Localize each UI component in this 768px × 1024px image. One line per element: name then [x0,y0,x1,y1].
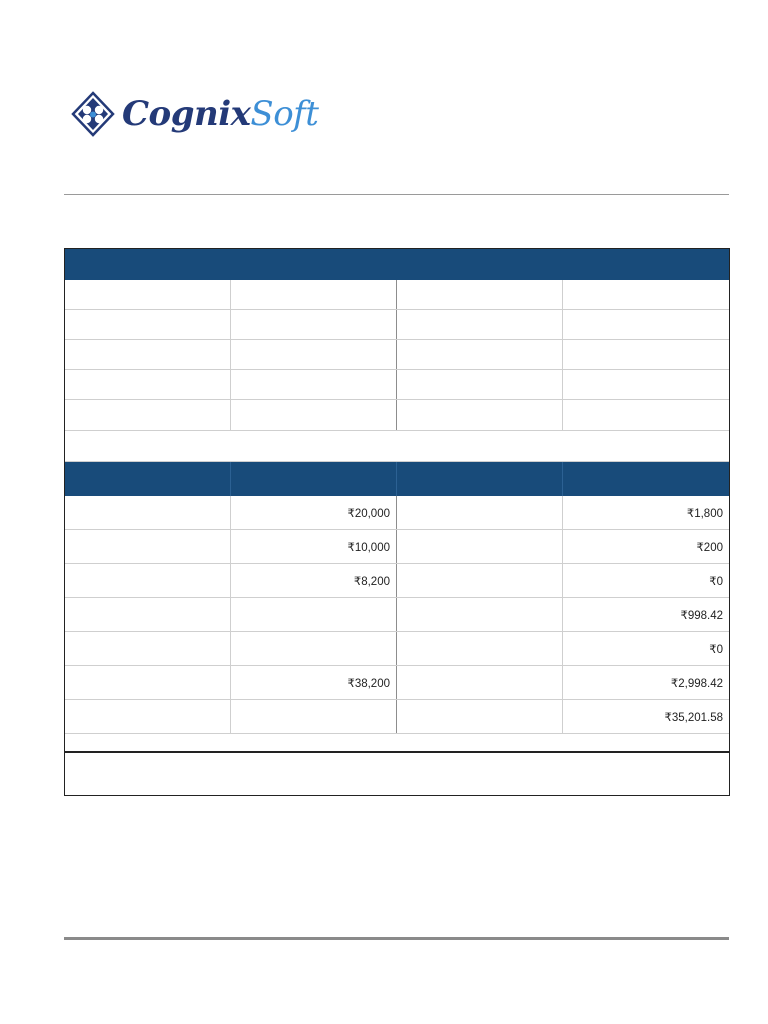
info-cell [231,400,397,430]
earning-label-cell [65,496,231,529]
totals-row [65,666,729,700]
amount-row [65,496,729,530]
earning-amount: ₹8,200 [353,575,390,588]
info-row [65,370,729,400]
info-row [65,280,729,310]
header-cell [65,462,231,496]
info-cell [65,340,231,369]
info-cell [65,370,231,399]
deduction-amount-cell [563,496,729,529]
amount-row [65,632,729,666]
deduction-label-cell [397,598,563,631]
info-cell [231,340,397,369]
deduction-label-cell [397,700,563,733]
deduction-amount: ₹0 [709,575,723,588]
deduction-amount: ₹1,800 [686,507,723,520]
earning-label-cell [65,564,231,597]
earning-amount: ₹20,000 [347,507,390,520]
earning-label-cell [65,598,231,631]
info-cell [231,370,397,399]
info-cell [397,370,563,399]
info-cell [563,400,729,430]
info-cell [397,340,563,369]
logo-text-part1: Cognix [122,94,251,134]
payslip-table [64,248,730,796]
net-pay-row [65,700,729,734]
earning-amount-cell [231,700,397,733]
header-cell [231,462,397,496]
info-row [65,340,729,370]
earning-label-cell [65,530,231,563]
header-divider [64,194,729,195]
earning-label-cell [65,666,231,699]
logo-text-part2: Soft [250,94,319,134]
deduction-label-cell [397,666,563,699]
spacer-row [65,431,729,462]
deduction-amount: ₹200 [696,541,723,554]
logo-wordmark [122,94,319,134]
deduction-amount-cell [563,666,729,699]
info-cell [563,310,729,339]
info-cell [563,340,729,369]
deduction-amount-cell [563,564,729,597]
earning-amount-cell [231,564,397,597]
earnings-deductions-header [65,462,729,496]
page-footer-rule [64,937,729,940]
net-pay-cell [563,700,729,733]
info-row [65,400,729,431]
deduction-label-cell [397,530,563,563]
earning-label-cell [65,700,231,733]
footer-divider [65,751,729,753]
info-cell [65,310,231,339]
info-cell [231,280,397,309]
earning-amount-cell [231,598,397,631]
info-cell [397,310,563,339]
deduction-amount-cell [563,530,729,563]
earning-label-cell [65,632,231,665]
info-cell [563,370,729,399]
deduction-label-cell [397,564,563,597]
earning-amount-cell [231,530,397,563]
company-logo [70,88,318,140]
deduction-amount-cell [563,632,729,665]
amount-row [65,530,729,564]
info-cell [65,280,231,309]
deduction-amount: ₹998.42 [680,609,723,622]
header-cell [397,462,563,496]
info-cell [563,280,729,309]
info-cell [397,400,563,430]
deduction-label-cell [397,496,563,529]
deduction-amount: ₹0 [709,643,723,656]
deduction-amount-cell [563,598,729,631]
total-earnings: ₹38,200 [347,677,390,690]
deduction-label-cell [397,632,563,665]
earning-amount-cell [231,666,397,699]
info-row [65,310,729,340]
title-band [65,249,729,280]
header-cell [563,462,729,496]
earning-amount: ₹10,000 [347,541,390,554]
hexagon-molecule-icon [70,91,116,137]
earning-amount-cell [231,632,397,665]
amount-row [65,598,729,632]
info-cell [231,310,397,339]
info-cell [397,280,563,309]
total-deductions: ₹2,998.42 [670,677,723,690]
earning-amount-cell [231,496,397,529]
net-pay-amount: ₹35,201.58 [664,711,723,724]
amount-row [65,564,729,598]
info-cell [65,400,231,430]
